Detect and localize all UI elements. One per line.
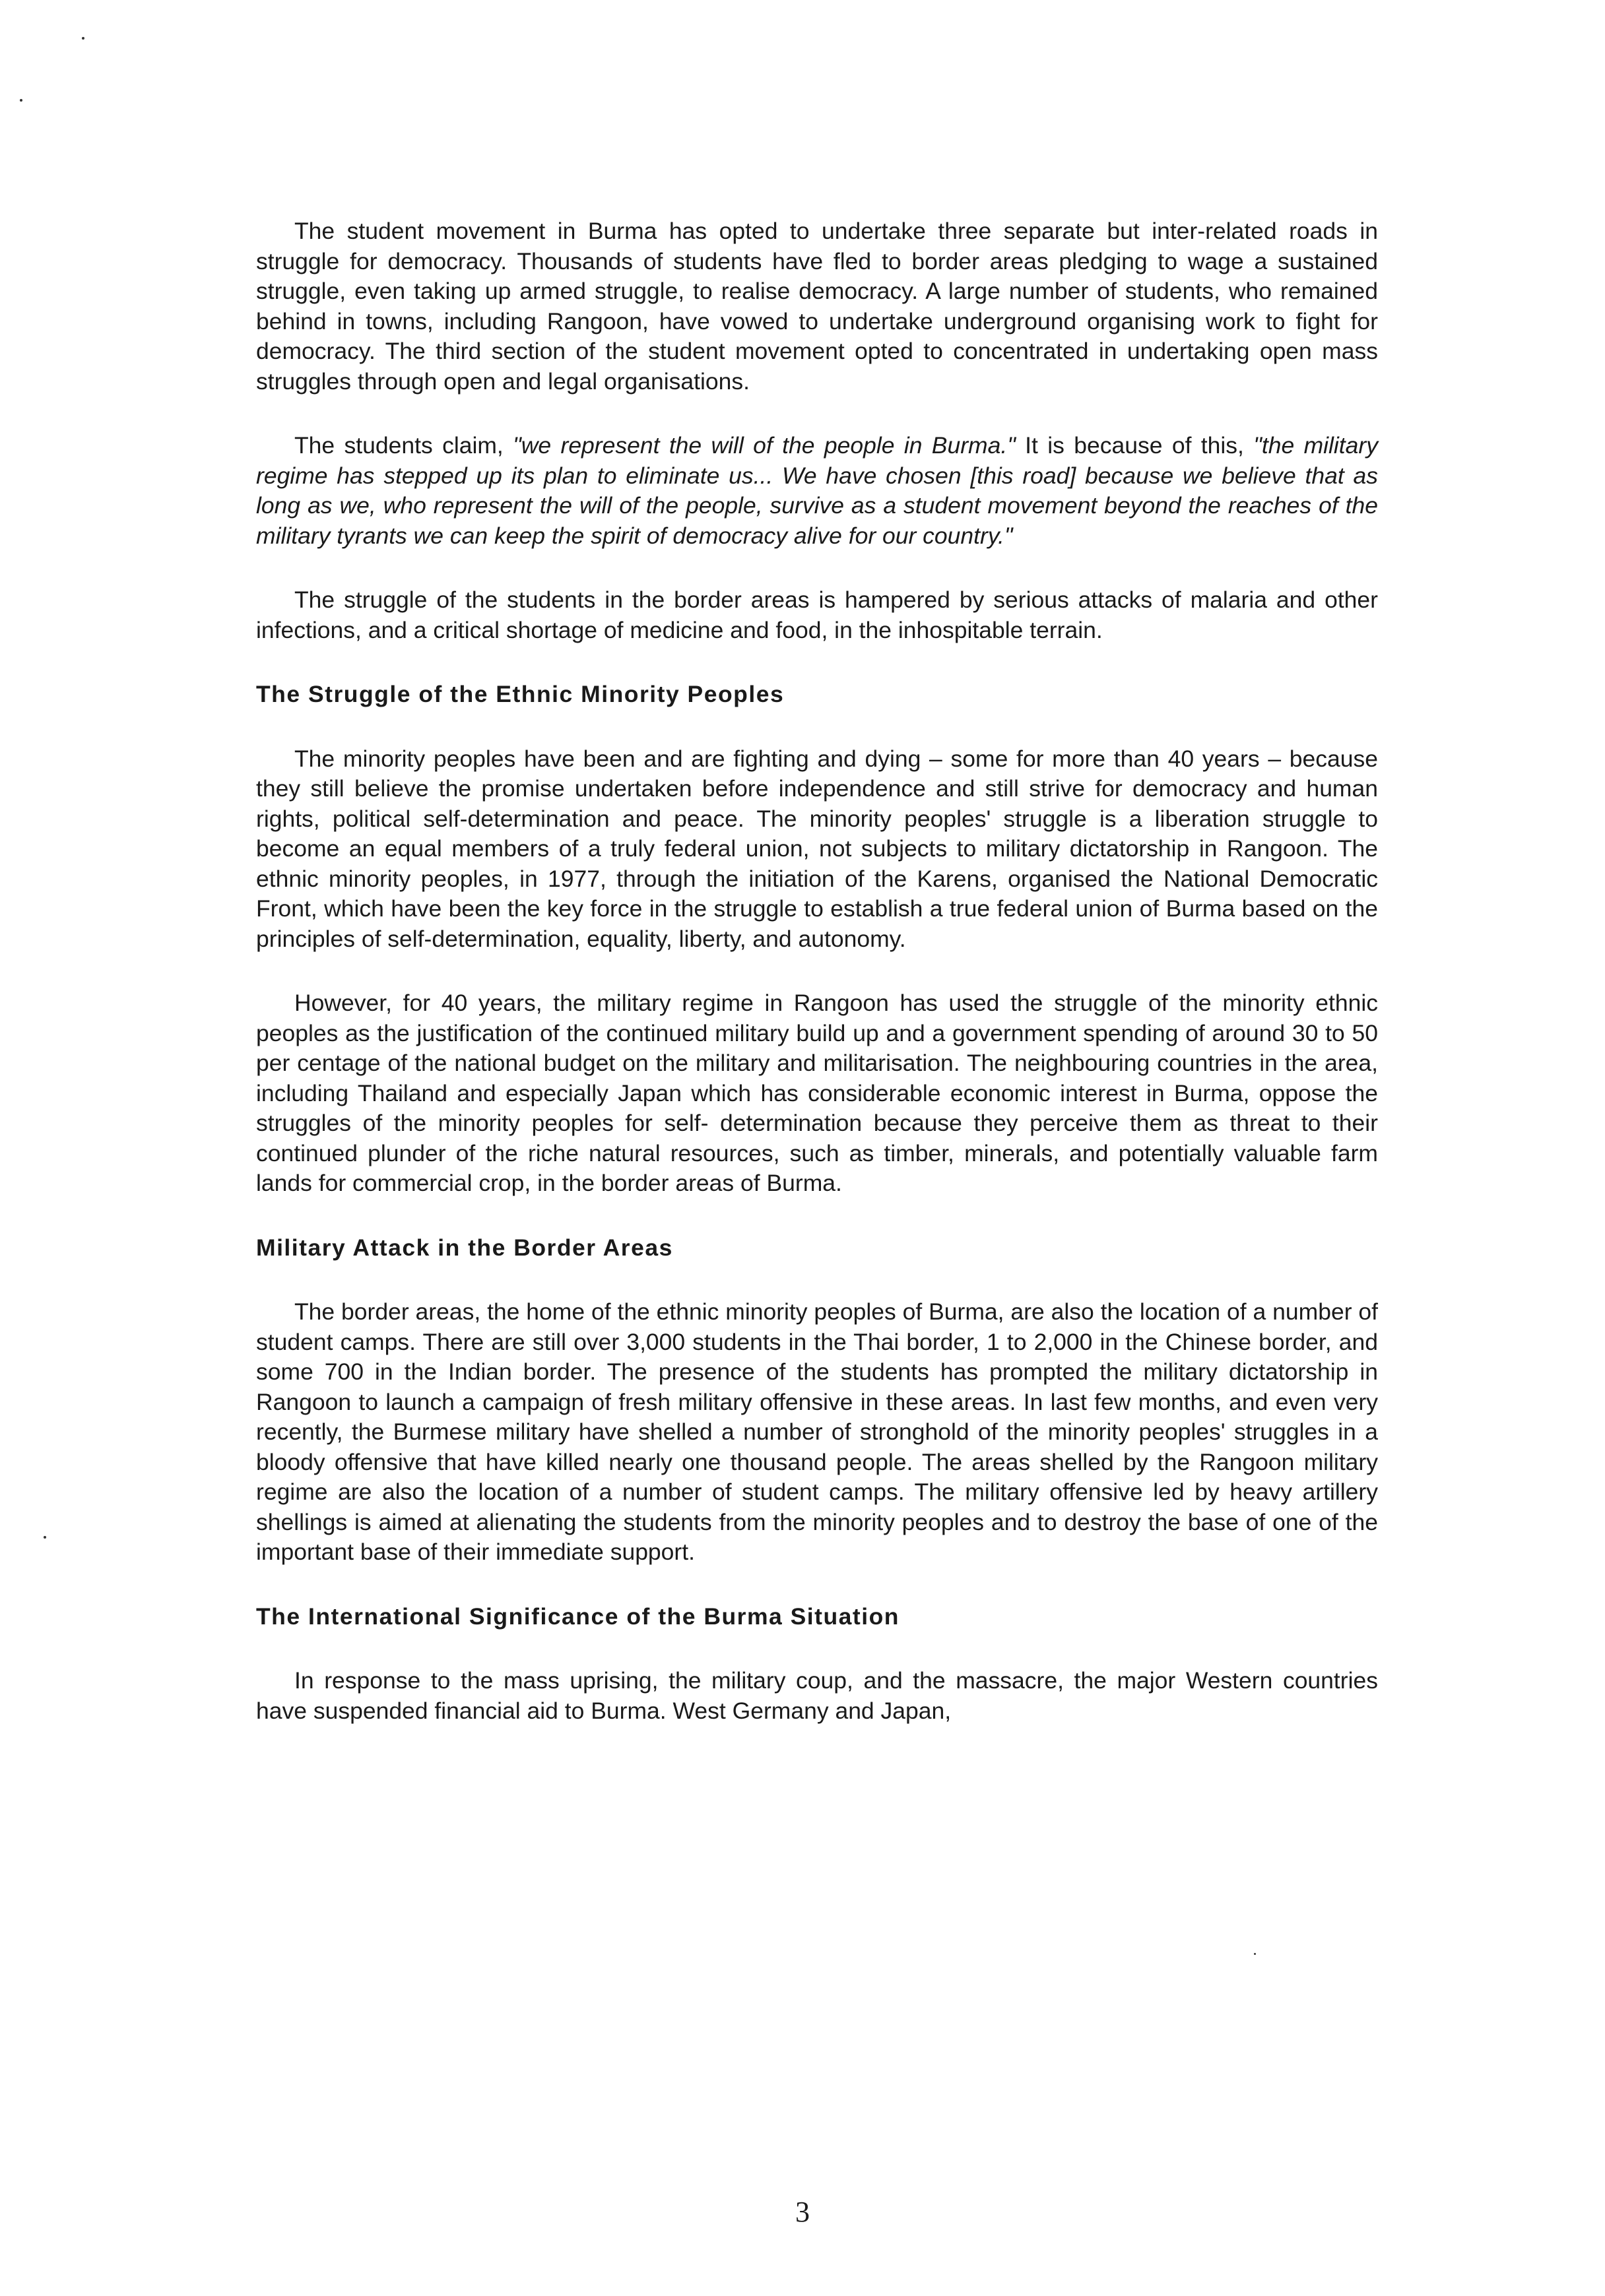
heading-ethnic-minority: The Struggle of the Ethnic Minority Peoples xyxy=(256,681,785,707)
paragraph-minority-peoples: The minority peoples have been and are fighting and dying – some for more than 40 years – because they still believe the promise undertaken before independence and still strive for democracy and human rights, political self-determination and peace. The minority peoples' struggle is a liberation struggle to become an equal members of a truly federal union, not subjects to military dictatorship in Rangoon. The ethnic minority peoples, in 1977, through the initiation of the Karens, organised the National Democratic Front, which have been the key force in the struggle to establish a true federal union of Burma based on the principles of self-determination, equality, liberty, and autonomy. xyxy=(256,745,1378,952)
scan-speck xyxy=(44,1536,46,1539)
paragraph-students-claim xyxy=(256,431,1378,551)
paragraph-border-areas: The border areas, the home of the ethnic minority peoples of Burma, are also the location of a number of student camps. There are still over 3,000 students in the Thai border, 1 to 2,000 in the Chinese border, and some 700 in the Indian border. The presence of the students has prompted the military dictatorship in Rangoon to launch a campaign of fresh military offensive in these areas. In last few months, and even very recently, the Burmese military have shelled a number of stronghold of the minority peoples' struggles in a bloody offensive that have killed nearly one thousand people. The areas shelled by the Rangoon military regime are also the location of a number of student camps. The military offensive led by heavy artillery shellings is aimed at alienating the students from the minority peoples and to destroy the base of one of the important base of their immediate support. xyxy=(256,1298,1378,1565)
paragraph-border-struggle: The struggle of the students in the border areas is hampered by serious attacks of malaria and other infections, and a critical shortage of medicine and food, in the inhospitable terrain. xyxy=(256,587,1378,643)
document-page xyxy=(256,216,1378,1726)
scan-speck xyxy=(82,37,84,40)
paragraph-student-movement: The student movement in Burma has opted to undertake three separate but inter-related roads in struggle for democracy. Thousands of students have fled to border areas pledging to wage a sustained struggle, even taking up armed struggle, to realise democracy. A large number of students, who remained behind in towns, including Rangoon, have vowed to undertake underground organising work to fight for democracy. The third section of the student movement opted to concentrated in undertaking open mass struggles through open and legal organisations. xyxy=(256,218,1378,395)
scan-speck xyxy=(20,99,22,102)
claim-quote-will-of-people: "we represent the will of the people in Burma." xyxy=(513,432,1016,459)
scan-speck xyxy=(1254,1953,1256,1955)
claim-middle-text: It is because of this, xyxy=(1015,432,1254,459)
paragraph-military-regime: However, for 40 years, the military regime in Rangoon has used the struggle of the minority ethnic peoples as the justification of the continued military build up and a government spending of around 30 to 50 per centage of the national budget on the military and militarisation. The neighbouring countries in the area, including Thailand and especially Japan which has considerable economic interest in Burma, oppose the struggles of the minority peoples for self- determination because they perceive them as threat to their continued plunder of the riche natural resources, such as timber, minerals, and potentially valuable farm lands for commercial crop, in the border areas of Burma. xyxy=(256,990,1378,1196)
heading-military-attack: Military Attack in the Border Areas xyxy=(256,1234,673,1261)
heading-international-significance: The International Significance of the Burma Situation xyxy=(256,1603,900,1630)
paragraph-mass-uprising: In response to the mass uprising, the military coup, and the massacre, the major Western countries have suspended financial aid to Burma. West Germany and Japan, xyxy=(256,1667,1378,1724)
claim-intro-text: The students claim, xyxy=(294,432,513,459)
claim-quote-military-regime: "the military regime has stepped up its plan to eliminate us... We have chosen [this road] because we believe that as long as we, who represent the will of the people, survive as a student movement beyond the reaches of the military tyrants we can keep the spirit of democracy alive for our country." xyxy=(256,432,1378,549)
page-number: 3 xyxy=(795,2196,810,2228)
